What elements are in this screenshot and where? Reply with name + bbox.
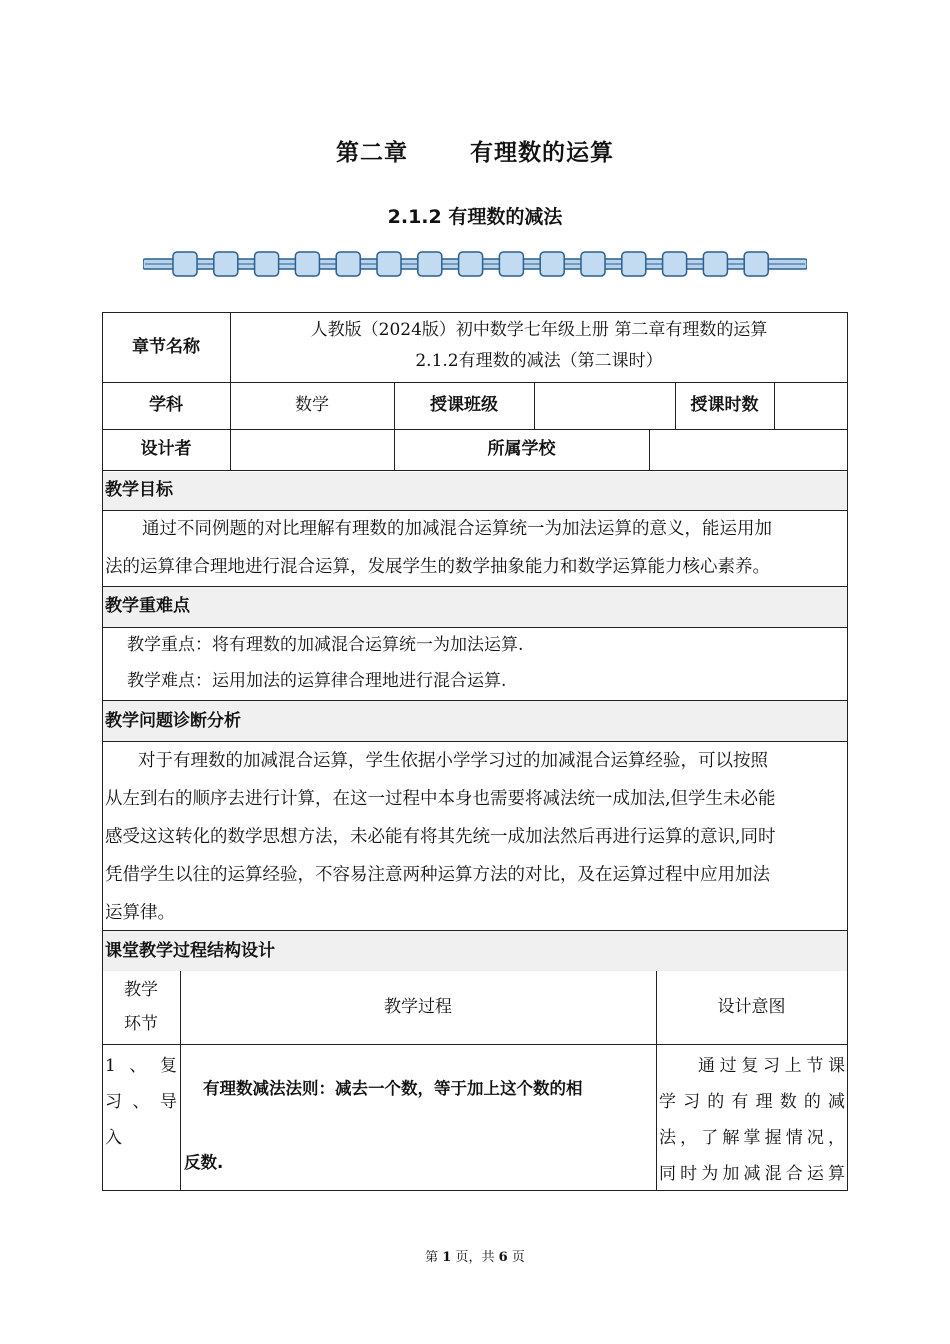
objectives-line-2: 法的运算律合理地进行混合运算，发展学生的数学抽象能力和数学运算能力核心素养。 [105, 557, 770, 577]
chain-link-icon [418, 252, 442, 276]
key-focus: 教学重点：将有理数的加减混合运算统一为加法运算. [127, 635, 524, 655]
chain-divider-icon [143, 250, 807, 278]
row1-intent-line-3: 法，了解掌握情况， [659, 1128, 845, 1148]
chapter-title [0, 134, 950, 167]
diagnosis-line-4: 凭借学生以往的运算经验，不容易注意两种运算方法的对比，及在运算过程中应用加法 [105, 865, 770, 885]
section-line-1: 人教版（2024版）初中数学七年级上册 第二章有理数的运算 [310, 320, 768, 340]
row1-stage-line-1: 1 、 复 [105, 1056, 177, 1076]
page-footer: 第 1 页，共 6 页 [425, 1250, 525, 1265]
section-label: 章节名称 [132, 337, 200, 357]
chain-link-icon [703, 252, 727, 276]
chain-link-icon [377, 252, 401, 276]
chapter-number: 第二章 [336, 140, 408, 166]
hours-label: 授课时数 [690, 395, 759, 415]
row1-stage-line-3: 入 [105, 1128, 122, 1148]
col-process: 教学过程 [384, 997, 452, 1017]
keypoints-heading: 教学重难点 [105, 596, 190, 616]
row1-rule-line-1: 有理数减法法则：减去一个数，等于加上这个数的相 [203, 1079, 583, 1098]
diagnosis-line-5: 运算律。 [105, 903, 175, 923]
chain-link-icon [295, 252, 319, 276]
row1-intent-line-1: 通过复习上节课 [698, 1056, 845, 1076]
chain-link-icon [622, 252, 646, 276]
row1-rule-line-2: 反数. [184, 1153, 224, 1172]
diagnosis-line-1: 对于有理数的加减混合运算，学生依据小学学习过的加减混合运算经验，可以按照 [138, 751, 768, 771]
section-line-2: 2.1.2有理数的减法（第二课时） [415, 351, 663, 371]
row1-intent-line-2: 学习的有理数的减 [659, 1092, 845, 1112]
class-label: 授课班级 [430, 395, 498, 415]
objectives-heading: 教学目标 [105, 480, 173, 500]
subject-value: 数学 [295, 395, 329, 415]
col-stage-line-2: 环节 [124, 1014, 158, 1034]
col-intent: 设计意图 [717, 997, 786, 1017]
chapter-name: 有理数的运算 [470, 140, 614, 166]
diagnosis-line-2: 从左到右的顺序去进行计算，在这一过程中本身也需要将减法统一成加法,但学生未必能 [105, 789, 776, 809]
col-stage-line-1: 教学 [124, 980, 158, 1000]
key-difficulty: 教学难点：运用加法的运算律合理地进行混合运算. [127, 671, 507, 691]
diagnosis-line-3: 感受这这转化的数学思想方法，未必能有将其先统一成加法然后再进行运算的意识,同时 [105, 827, 776, 847]
chain-link-icon [214, 252, 238, 276]
chain-link-icon [336, 252, 360, 276]
chain-link-icon [663, 252, 687, 276]
school-label: 所属学校 [487, 439, 556, 459]
lesson-title: 2.1.2 有理数的减法 [387, 206, 563, 228]
row1-intent-line-4: 同时为加减混合运算 [659, 1164, 845, 1184]
chain-link-icon [499, 252, 523, 276]
chain-link-icon [173, 252, 197, 276]
chain-link-icon [744, 252, 768, 276]
objectives-line-1: 通过不同例题的对比理解有理数的加减混合运算统一为加法运算的意义，能运用加 [142, 519, 772, 539]
chain-link-icon [459, 252, 483, 276]
process-heading: 课堂教学过程结构设计 [105, 941, 275, 961]
page-number: 1 [442, 1250, 452, 1265]
page-total: 6 [498, 1250, 508, 1265]
row1-stage-line-2: 习 、 导 [105, 1092, 177, 1112]
designer-label: 设计者 [140, 439, 192, 459]
chain-link-icon [255, 252, 279, 276]
diagnosis-heading: 教学问题诊断分析 [105, 711, 241, 731]
subject-label: 学科 [149, 395, 183, 415]
chain-link-icon [581, 252, 605, 276]
chain-link-icon [540, 252, 564, 276]
